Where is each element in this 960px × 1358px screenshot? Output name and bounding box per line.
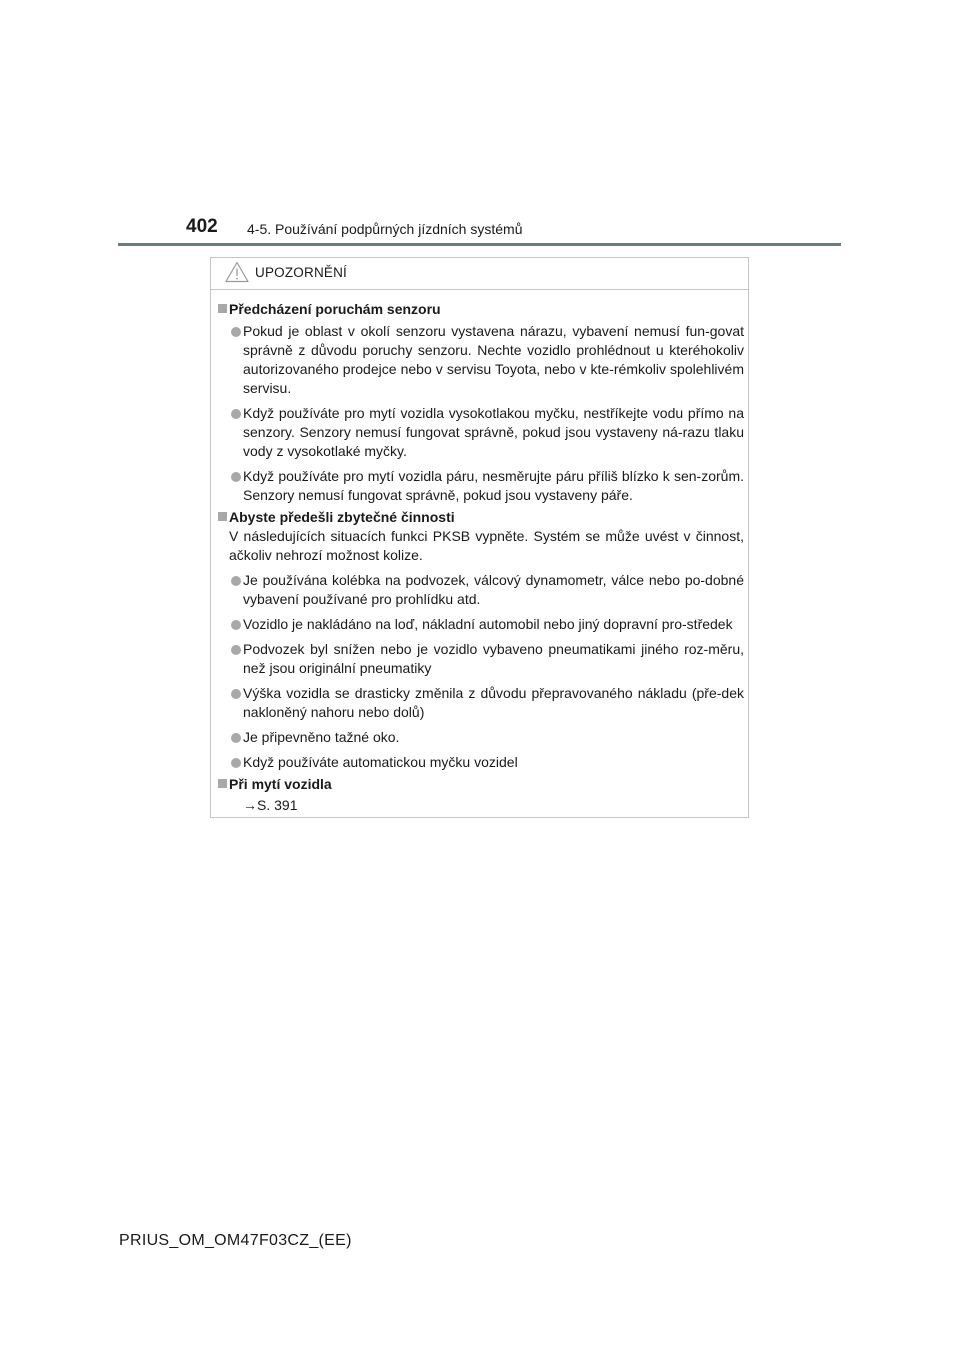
round-bullet-icon bbox=[231, 620, 241, 630]
round-bullet-icon bbox=[231, 733, 241, 743]
section-intro: V následujících situacích funkci PKSB vypněte. Systém se může uvést v činnost, ačkoliv nehrozí možnost kolize. bbox=[229, 528, 744, 563]
list-item-text: Pokud je oblast v okolí senzoru vystavena nárazu, vybavení nemusí fun-govat správně z důvodu poruchy senzoru. Nechte vozidlo prohlédnout u kteréhokoliv autorizovaného prodejce nebo v servisu Toyota, nebo v kte-rémkoliv spolehlivém servisu. bbox=[243, 323, 744, 396]
warning-box bbox=[210, 257, 749, 818]
list-item bbox=[216, 404, 744, 461]
round-bullet-icon bbox=[231, 758, 241, 768]
section-heading-text: Při mytí vozidla bbox=[229, 776, 332, 792]
list-item bbox=[216, 640, 744, 678]
list-item bbox=[216, 728, 744, 747]
header-divider bbox=[118, 243, 841, 246]
round-bullet-icon bbox=[231, 472, 241, 482]
list-item bbox=[216, 753, 744, 772]
list-item-text: Je připevněno tažné oko. bbox=[243, 729, 400, 745]
warning-header bbox=[211, 258, 748, 290]
list-item-text: Je používána kolébka na podvozek, válcový dynamometr, válce nebo po-dobné vybavení používané pro prohlídku atd. bbox=[243, 572, 744, 607]
section-heading bbox=[216, 508, 744, 527]
list-item-text: Podvozek byl snížen nebo je vozidlo vybaveno pneumatikami jiného roz-měru, než jsou originální pneumatiky bbox=[243, 641, 744, 676]
section-title: 4-5. Používání podpůrných jízdních systémů bbox=[247, 221, 523, 237]
round-bullet-icon bbox=[231, 576, 241, 586]
section-heading-text: Předcházení poruchám senzoru bbox=[229, 301, 441, 317]
section-heading bbox=[216, 775, 744, 794]
list-item bbox=[216, 322, 744, 398]
list-item bbox=[216, 571, 744, 609]
round-bullet-icon bbox=[231, 645, 241, 655]
round-bullet-icon bbox=[231, 327, 241, 337]
warning-body bbox=[216, 300, 744, 815]
square-bullet-icon bbox=[218, 512, 227, 521]
list-item-text: Výška vozidla se drasticky změnila z důvodu přepravovaného nákladu (pře-dek nakloněný nahoru nebo dolů) bbox=[243, 685, 744, 720]
list-item-text: Vozidlo je nakládáno na loď, nákladní automobil nebo jiný dopravní pro-středek bbox=[243, 616, 733, 632]
document-code: PRIUS_OM_OM47F03CZ_(EE) bbox=[119, 1232, 352, 1249]
list-item bbox=[216, 615, 744, 634]
section-heading bbox=[216, 300, 744, 319]
square-bullet-icon bbox=[218, 779, 227, 788]
square-bullet-icon bbox=[218, 304, 227, 313]
page-reference-link[interactable]: →S. 391 bbox=[243, 797, 298, 813]
round-bullet-icon bbox=[231, 689, 241, 699]
list-item bbox=[216, 467, 744, 505]
list-item-text: Když používáte pro mytí vozidla páru, nesměrujte páru příliš blízko k sen-zorům. Senzory nemusí fungovat správně, pokud jsou vystaveny páře. bbox=[243, 468, 744, 503]
page-number: 402 bbox=[186, 216, 218, 237]
list-item-text: Když používáte pro mytí vozidla vysokotlakou myčku, nestříkejte vodu přímo na senzory. Senzory nemusí fungovat správně, pokud jsou vystaveny ná-razu tlaku vody z vysokotlaké myčky. bbox=[243, 405, 744, 459]
warning-triangle-icon bbox=[225, 261, 249, 283]
list-item bbox=[216, 684, 744, 722]
section-heading-text: Abyste předešli zbytečné činnosti bbox=[229, 509, 455, 525]
round-bullet-icon bbox=[231, 409, 241, 419]
warning-label: UPOZORNĚNÍ bbox=[255, 265, 348, 280]
list-item-text: Když používáte automatickou myčku vozidel bbox=[243, 754, 518, 770]
